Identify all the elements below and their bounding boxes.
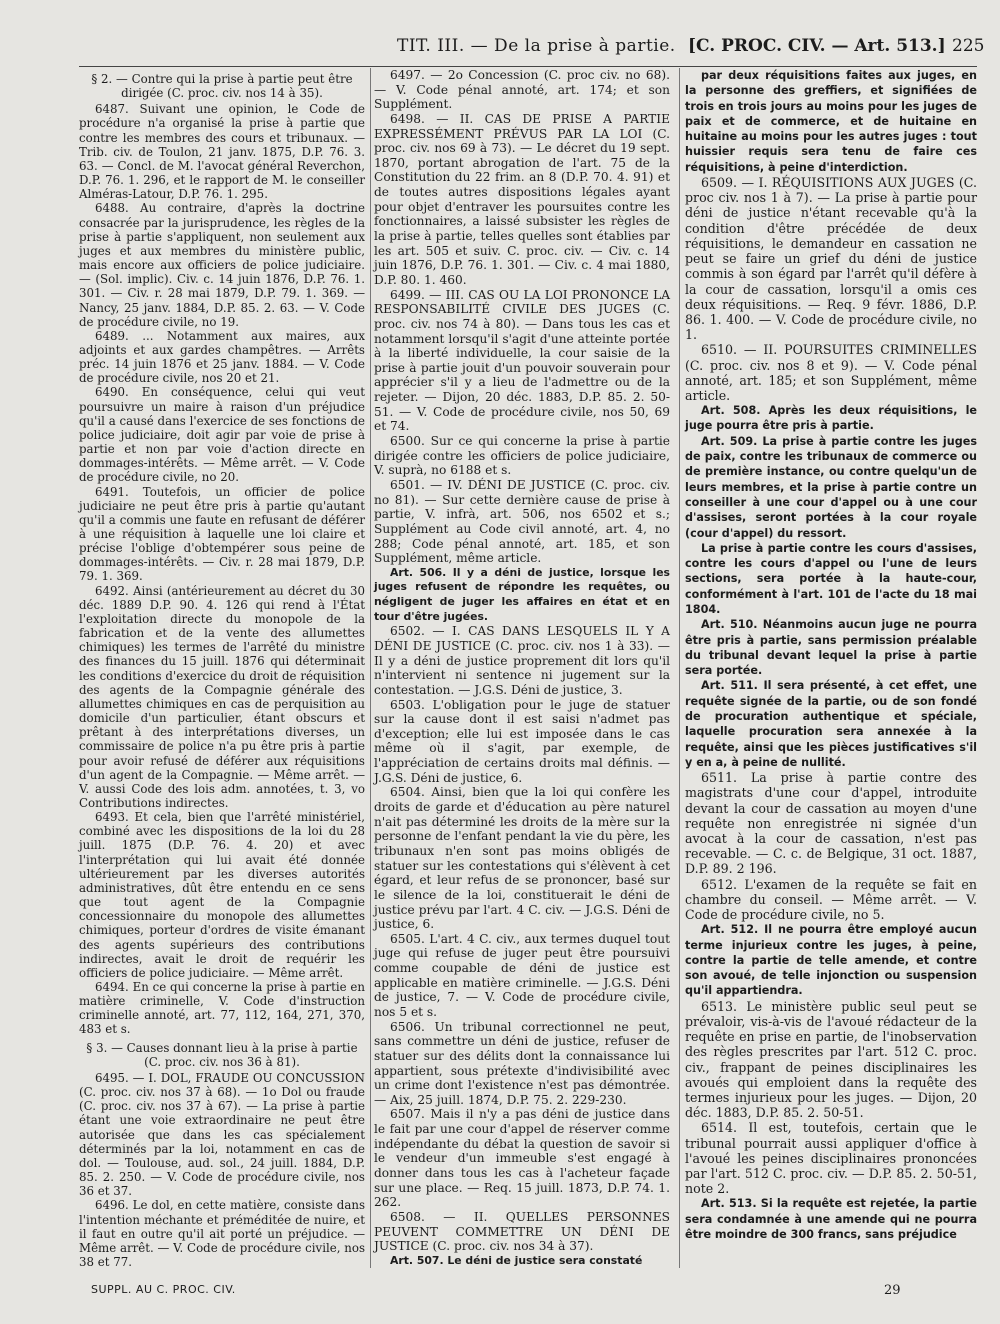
- paragraph: 6491. Toutefois, un officier de police judiciaire ne peut être pris à partie qu'autant qu'il a commis une faute en refusant de déférer à une réquisition à laquelle une loi claire et précise l'oblige d'obtempérer sous peine de dommages-intérêts. — Civ. r. 28 mai 1879, D.P. 79. 1. 369.: [79, 484, 365, 584]
- code-article: Art. 509. La prise à partie contre les juges de paix, contre les tribunaux de commerce ou de première instance, ou contre quelqu'un de leurs membres, et la prise à partie contre un conseiller à une cour d'appel ou à une cour d'assises, seront portées à la cour royale (cour d'appel) du ressort.: [685, 434, 977, 540]
- code-article: La prise à partie contre les cours d'assises, contre les cours d'appel ou l'une de leurs sections, sera portée à la haute-cour, conformément à l'art. 101 de l'acte du 18 mai 1804.: [685, 541, 977, 616]
- footer-signature-number: 29: [884, 1283, 901, 1298]
- paragraph: 6496. Le dol, en cette matière, consiste dans l'intention méchante et préméditée de nuire, et il faut en outre qu'il ait porté un préjudice. — Même arrêt. — V. Code de procédure civile, nos 38 et 77.: [79, 1198, 365, 1269]
- code-article: Art. 511. Il sera présenté, à cet effet, une requête signée de la partie, ou de son fondé de procuration authentique et spéciale, laquelle procuration sera annexée à la requête, ainsi que les pièces justificatives s'il y en a, à peine de nullité.: [685, 679, 977, 769]
- paragraph: 6500. Sur ce qui concerne la prise à partie dirigée contre les officiers de police judiciaire, V. suprà, no 6188 et s.: [374, 434, 670, 478]
- paragraph: 6512. L'examen de la requête se fait en chambre du conseil. — Même arrêt. — V. Code de procédure civile, no 5.: [685, 876, 977, 923]
- code-article: Art. 510. Néanmoins aucun juge ne pourra être pris à partie, sans permission préalable du tribunal devant lequel la prise à partie sera portée.: [685, 618, 977, 678]
- paragraph: 6511. La prise à partie contre des magistrats d'une cour d'appel, introduite devant la cour de cassation au moyen d'une requête non enregistrée ni signée d'un avocat à la cour de cassation, n'est pas recevable. — C. c. de Belgique, 31 oct. 1887, D.P. 89. 2 196.: [685, 770, 977, 877]
- paragraph: 6495. — I. DOL, FRAUDE OU CONCUSSION (C. proc. civ. nos 37 à 68). — 1o Dol ou fraude (C. proc. civ. nos 37 à 67). — La prise à partie étant une voie extraordinaire ne peut être autorisée que dans les cas spécialement déterminés par la loi, notamment en cas de dol. — Toulouse, aud. sol., 24 juill. 1884, D.P. 85. 2. 250. — V. Code de procédure civile, nos 36 et 37.: [79, 1070, 365, 1199]
- column-left: [79, 68, 365, 1269]
- paragraph: 6506. Un tribunal correctionnel ne peut, sans commettre un déni de justice, refuser de statuer sur des délits dont la connaissance lui appartient, sous prétexte d'indivisibilité avec un crime dont l'existence n'est pas démontrée. — Aix, 25 juill. 1874, D.P. 75. 2. 229-230.: [374, 1019, 670, 1107]
- paragraph: 6493. Et cela, bien que l'arrêté ministériel, combiné avec les dispositions de la loi du 28 juill. 1875 (D.P. 76. 4. 20) et avec l'interprétation qui lui avait été donnée ultérieurement par les diverses autorités administratives, dût être entendu en ce sens que tout agent de la Compagnie concessionnaire du monopole des allumettes chimiques, porteur d'ordres de visite émanant des agents supérieurs des contributions indirectes, avait le droit de requérir les officiers de police judiciaire. — Même arrêt.: [79, 810, 365, 980]
- section-heading: § 3. — Causes donnant lieu à la prise à partie (C. proc. civ. nos 36 à 81).: [86, 1040, 358, 1069]
- code-article: Art. 508. Après les deux réquisitions, le juge pourra être pris à partie.: [685, 404, 977, 433]
- header-article-ref: [C. PROC. CIV. — Art. 513.]: [688, 36, 946, 56]
- paragraph: 6505. L'art. 4 C. civ., aux termes duquel tout juge qui refuse de juger peut être poursuivi comme coupable de déni de justice est applicable en matière criminelle. — J.G.S. Déni de justice, 7. — V. Code de procédure civile, nos 5 et s.: [374, 931, 670, 1019]
- paragraph: 6494. En ce qui concerne la prise à partie en matière criminelle, V. Code d'instruction criminelle annoté, art. 77, 112, 164, 271, 370, 483 et s.: [79, 980, 365, 1037]
- code-article: par deux réquisitions faites aux juges, en la personne des greffiers, et signifiées de trois en trois jours au moins pour les juges de paix et de commerce, et de huitaine en huitaine au moins pour les autres juges : tout huissier requis sera tenu de faire ces réquisitions, à peine d'interdiction.: [685, 69, 977, 174]
- header-rule: [79, 66, 977, 67]
- paragraph: 6498. — II. CAS DE PRISE A PARTIE EXPRESSÉMENT PRÉVUS PAR LA LOI (C. proc. civ. nos 69 à 73). — Le décret du 19 sept. 1870, portant abrogation de l'art. 75 de la Constitution du 22 frim. an 8 (D.P. 70. 4. 91) et de toutes autres dispositions légales ayant pour objet d'entraver les poursuites contre les fonctionnaires, a laissé subsister les règles de la prise à partie, telles quelles sont établies par les art. 505 et suiv. C. proc. civ. — Civ. c. 14 juin 1876, D.P. 76. 1. 301. — Civ. c. 4 mai 1880, D.P. 80. 1. 460.: [374, 111, 670, 287]
- paragraph: 6507. Mais il n'y a pas déni de justice dans le fait par une cour d'appel de réserver comme indépendante du débat la question de savoir si le vendeur d'un immeuble s'est engagé à donner dans tous les cas à l'acheteur façade sur une place. — Req. 15 juill. 1873, D.P. 74. 1. 262.: [374, 1107, 670, 1210]
- column-divider-1: [370, 68, 371, 1268]
- column-right: [685, 68, 977, 1242]
- paragraph: 6488. Au contraire, d'après la doctrine consacrée par la jurisprudence, les règles de la prise à partie s'appliquent, non seulement aux juges et aux membres du ministère public, mais encore aux officiers de police judiciaire. — (Sol. implic). Civ. c. 14 juin 1876, D.P. 76. 1. 301. — Civ. r. 28 mai 1879, D.P. 79. 1. 369. — Nancy, 25 janv. 1884, D.P. 85. 2. 63. — V. Code de procédure civile, no 19.: [79, 201, 365, 329]
- paragraph: 6501. — IV. DÉNI DE JUSTICE (C. proc. civ. no 81). — Sur cette dernière cause de prise à partie, V. infrà, art. 506, nos 6502 et s.; Supplément au Code civil annoté, art. 4, no 288; Code pénal annoté, art. 185, et son Supplément, même article.: [374, 477, 670, 566]
- page-number: 225: [952, 36, 985, 56]
- section-heading: § 2. — Contre qui la prise à partie peut être dirigée (C. proc. civ. nos 14 à 35).: [91, 72, 353, 101]
- code-article: Art. 513. Si la requête est rejetée, la partie sera condamnée à une amende qui ne pourra être moindre de 300 francs, sans préjudice: [685, 1197, 977, 1241]
- paragraph: 6513. Le ministère public seul peut se prévaloir, vis-à-vis de l'avoué rédacteur de la requête en prise en partie, de l'inobservation des règles prescrites par l'art. 512 C. proc. civ., frappant de peines disciplinaires les avoués qui emploient dans la requête des termes injurieux pour les juges. — Dijon, 20 déc. 1883, D.P. 85. 2. 50-51.: [685, 998, 977, 1121]
- paragraph: 6509. — I. RÉQUISITIONS AUX JUGES (C. proc civ. nos 1 à 7). — La prise à partie pour déni de justice n'étant recevable qu'à la condition d'être précédée de deux réquisitions, le demandeur en cassation ne peut se faire un grief du déni de justice commis à son égard par l'arrêt qu'il défère à la cour de cassation, lorsqu'il a omis ces deux réquisitions. — Req. 9 févr. 1886, D.P. 86. 1. 400. — V. Code de procédure civile, no 1.: [685, 175, 977, 343]
- paragraph: 6514. Il est, toutefois, certain que le tribunal pourrait aussi appliquer d'office à l'avoué les peines disciplinaires prononcées par l'art. 512 C. proc. civ. — D.P. 85. 2. 50-51, note 2.: [685, 1120, 977, 1197]
- paragraph: 6489. ... Notamment aux maires, aux adjoints et aux gardes champêtres. — Arrêts préc. 14 juin 1876 et 25 janv. 1884. — V. Code de procédure civile, nos 20 et 21.: [79, 328, 365, 386]
- paragraph: 6487. Suivant une opinion, le Code de procédure n'a organisé la prise à partie que contre les membres des cours et tribunaux. — Trib. civ. de Toulon, 21 janv. 1875, D.P. 76. 3. 63. — Concl. de M. l'avocat général Reverchon, D.P. 76. 1. 296, et le rapport de M. le conseiller Alméras-Latour, D.P. 76. 1. 295.: [79, 102, 365, 202]
- column-middle: [374, 68, 670, 1269]
- paragraph: 6502. — I. CAS DANS LESQUELS IL Y A DÉNI DE JUSTICE (C. proc. civ. nos 1 à 33). — Il y a déni de justice proprement dit lors qu'il n'intervient ni sentence ni jugement sur la contestation. — J.G.S. Déni de justice, 3.: [374, 624, 670, 697]
- code-article: Art. 507. Le déni de justice sera constaté: [390, 1253, 643, 1267]
- header-title: TIT. III. — De la prise à partie.: [397, 36, 676, 56]
- column-divider-2: [679, 68, 680, 1268]
- code-article: Art. 506. Il y a déni de justice, lorsque les juges refusent de répondre les requêtes, ou négligent de juger les affaires en état et en tour d'être jugées.: [374, 565, 670, 623]
- footer-signature: SUPPL. AU C. PROC. CIV.: [91, 1283, 236, 1296]
- paragraph: 6508. — II. QUELLES PERSONNES PEUVENT COMMETTRE UN DÉNI DE JUSTICE (C. proc. civ. nos 34 à 37).: [374, 1209, 670, 1254]
- paragraph: 6503. L'obligation pour le juge de statuer sur la cause dont il est saisi n'admet pas d'exception; elle lui est imposée dans le cas même où il s'agit, par exemple, de l'appréciation de certains droits mal définis. — J.G.S. Déni de justice, 6.: [374, 697, 670, 785]
- running-header: [0, 36, 1000, 66]
- paragraph: 6492. Ainsi (antérieurement au décret du 30 déc. 1889 D.P. 90. 4. 126 qui rend à l'État l'exploitation directe du monopole de la fabrication et de la vente des allumettes chimiques) les termes de l'arrêté du ministre des finances du 15 juill. 1876 qui déterminait les conditions d'exercice du droit de réquisition des agents de la Compagnie générale des allumettes chimiques en cas de perquisition au domicile d'un particulier, étant obscurs et prêtant à des interprétations diverses, un commissaire de police n'a pu être pris à partie pour avoir refusé de déférer aux réquisitions d'un agent de la Compagnie. — Même arrêt. — V. aussi Code des lois adm. annotées, t. 3, vo Contributions indirectes.: [79, 583, 365, 810]
- paragraph: 6510. — II. POURSUITES CRIMINELLES (C. proc. civ. nos 8 et 9). — V. Code pénal annoté, art. 185; et son Supplément, même article.: [685, 342, 977, 403]
- paragraph: 6504. Ainsi, bien que la loi qui confère les droits de garde et d'éducation au père naturel n'ait pas déterminé les droits de la mère sur la personne de l'enfant pendant la vie du père, les tribunaux n'en sont pas moins obligés de statuer sur les contestations qui s'élèvent à cet égard, et leur refus de se prononcer, basé sur le silence de la loi, constituerait le déni de justice prévu par l'art. 4 C. civ. — J.G.S. Déni de justice, 6.: [374, 785, 670, 932]
- paragraph: 6497. — 2o Concession (C. proc civ. no 68). — V. Code pénal annoté, art. 174; et son Supplément.: [374, 68, 670, 112]
- code-article: Art. 512. Il ne pourra être employé aucun terme injurieux contre les juges, à peine, contre la partie de telle amende, et contre son avoué, de telle injonction ou suspension qu'il appartiendra.: [685, 923, 977, 998]
- paragraph: 6499. — III. CAS OU LA LOI PRONONCE LA RESPONSABILITÉ CIVILE DES JUGES (C. proc. civ. nos 74 à 80). — Dans tous les cas et notamment lorsqu'il s'agit d'une atteinte portée à la liberté individuelle, la cour saisie de la prise à partie jouit d'un pouvoir souverain pour apprécier s'il y a lieu de l'admettre ou de la rejeter. — Dijon, 20 déc. 1883, D.P. 85. 2. 50-51. — V. Code de procédure civile, nos 50, 69 et 74.: [374, 287, 670, 434]
- paragraph: 6490. En conséquence, celui qui veut poursuivre un maire à raison d'un préjudice qu'il a causé dans l'exercice de ses fonctions de police judiciaire, doit agir par voie de prise à partie et non par voie d'action directe en dommages-intérêts. — Même arrêt. — V. Code de procédure civile, no 20.: [79, 385, 365, 485]
